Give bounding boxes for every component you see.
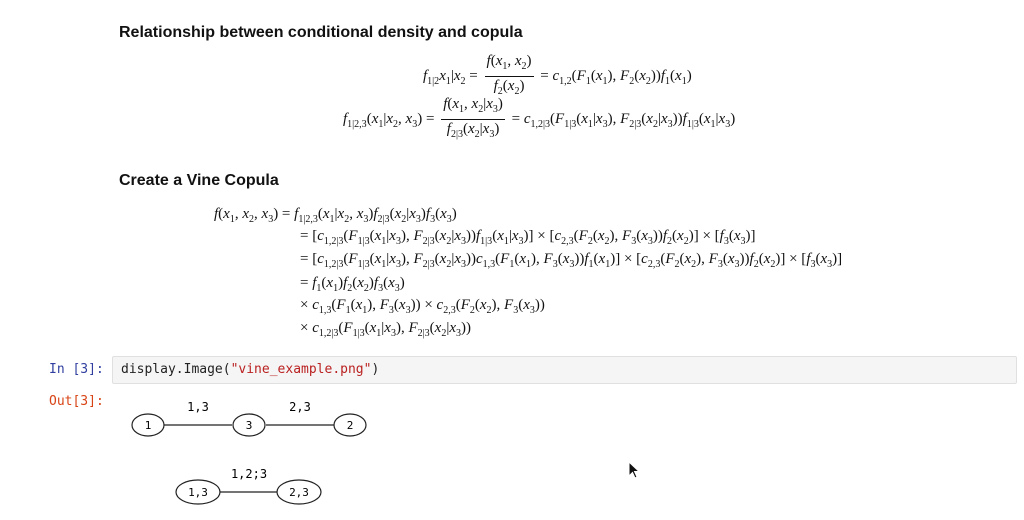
tree1-node-label: 2: [346, 419, 354, 432]
vine-equation-line-6: × $c_{1,2|3}(F_{1|3}(x_1|x_3)$, $F_{2|3}(x_2|x_3)$): [300, 320, 471, 339]
section-heading-conditional-density: Relationship between conditional density and copula: [119, 24, 523, 41]
tree1-node-label: 1: [144, 419, 152, 432]
input-prompt: In [3]:: [49, 362, 104, 377]
code-text[interactable]: [121, 362, 379, 377]
tree2-edge-label: 1,2;3: [230, 467, 268, 481]
code-cell-editor[interactable]: [112, 356, 1017, 384]
code-close: ): [371, 362, 380, 377]
tree2-node-label: 2,3: [289, 486, 309, 499]
equation-conditional-density-1: $f_{1|2}x_1|x_2$ = $\frac{f(x_1, x_2)}{f_2(x_2)}$ = $c_{1,2}(F_1(x_1)$, $F_2(x_2))f_1(x_1)$: [423, 52, 692, 101]
vine-equation-line-1: $f(x_1$, $x_2$, $x_3) = f_{1|2,3}(x_1|x_2$, $x_3)f_{2|3}(x_2|x_3)f_3(x_3)$: [214, 206, 457, 225]
section-heading-vine-copula: Create a Vine Copula: [119, 172, 279, 189]
code-string: "vine_example.png": [230, 362, 372, 377]
tree1-edge-label: 2,3: [289, 400, 311, 414]
vine-graph-image: [118, 392, 398, 512]
code-function: display.Image(: [121, 362, 231, 377]
output-prompt: Out[3]:: [49, 394, 104, 409]
vine-equation-line-2: = [$c_{1,2|3}(F_{1|3}(x_1|x_3)$, $F_{2|3}(x_2|x_3))f_{1|3}(x_1|x_3)] \times [c_{2,3}(F_2(x_2)$, $F_3(x_3))f_2(x_2)] \times [f_3(x_3)]$: [300, 228, 756, 247]
tree2-node-label: 1,3: [188, 486, 208, 499]
equation-conditional-density-2: $f_{1|2,3}(x_1|x_2$, $x_3$) = $\frac{f(x_1, x_2|x_3)}{f_{2|3}(x_2|x_3)}$ = $c_{1,2|3}(F_{1|3}(x_1|x_3)$, $F_{2|3}(x_2|x_3))f_{1|3}(x_1|x_3)$: [343, 95, 735, 144]
vine-equation-line-3: = [$c_{1,2|3}(F_{1|3}(x_1|x_3)$, $F_{2|3}(x_2|x_3))c_{1,3}(F_1(x_1)$, $F_3(x_3))f_1(x_1)] \times [c_{2,3}(F_2(x_2)$, $F_3(x_3))f_2(x_2)] \times [f_3(x_3)]$: [300, 251, 843, 270]
tree1-node-label: 3: [245, 419, 253, 432]
vine-equation-line-4: = $f_1(x_1)f_2(x_2)f_3(x_3)$: [300, 275, 405, 294]
vine-equation-line-5: × $c_{1,3}(F_1(x_1)$, $F_3(x_3)) \times c_{2,3}(F_2(x_2)$, $F_3(x_3)$): [300, 297, 545, 316]
tree1-edge-label: 1,3: [187, 400, 209, 414]
mouse-cursor-icon: [628, 461, 642, 481]
